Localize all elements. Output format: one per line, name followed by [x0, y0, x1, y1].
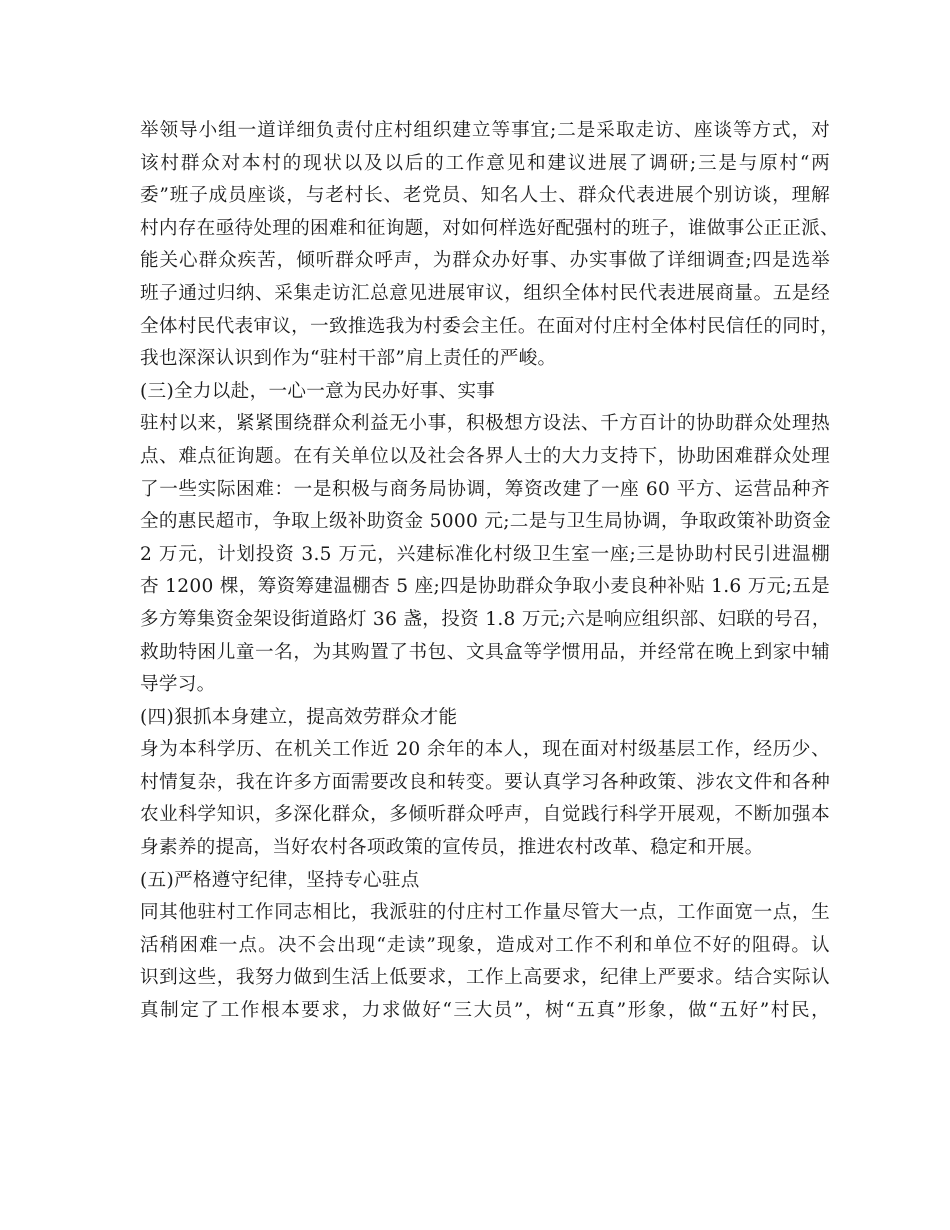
text-line: 身素养的提高，当好农村各项政策的宣传员，推进农村改革、稳定和开展。 [140, 837, 764, 859]
text-line: 救助特困儿童一名，为其购置了书包、文具盒等学惯用品，并经常在晚上到家中辅 [140, 641, 830, 663]
text-line: 委”班子成员座谈，与老村长、老党员、知名人士、群众代表进展个别访谈，理解 [140, 185, 830, 207]
text-line: 2 万元，计划投资 3.5 万元，兴建标准化村级卫生室一座;三是协助村民引进温棚 [140, 543, 830, 565]
text-line: 同其他驻村工作同志相比，我派驻的付庄村工作量尽管大一点，工作面宽一点，生 [140, 902, 830, 924]
text-line: 我也深深认识到作为“驻村干部”肩上责任的严峻。 [140, 348, 557, 370]
section-heading: (五)严格遵守纪律，坚持专心驻点 [140, 869, 420, 891]
text-line: 身为本科学历、在机关工作近 20 余年的本人，现在面对村级基层工作，经历少、 [140, 739, 830, 761]
text-line: 识到这些，我努力做到生活上低要求，工作上高要求，纪律上严要求。结合实际认 [140, 967, 830, 989]
text-line: 能关心群众疾苦，倾听群众呼声，为群众办好事、办实事做了详细调查;四是选举 [140, 250, 830, 272]
text-line: 班子通过归纳、采集走访汇总意见进展审议，组织全体村民代表进展商量。五是经 [140, 282, 830, 304]
text-line: 杏 1200 棵，筹资筹建温棚杏 5 座;四是协助群众争取小麦良种补贴 1.6 万元;五是 [140, 576, 830, 598]
text-line: 驻村以来，紧紧围绕群众利益无小事，积极想方设法、千方百计的协助群众处理热 [140, 413, 830, 435]
text-line: 活稍困难一点。决不会出现“走读”现象，造成对工作不利和单位不好的阻碍。认 [140, 934, 830, 956]
document-page [140, 115, 840, 1028]
text-line: 该村群众对本村的现状以及以后的工作意见和建议进展了调研;三是与原村“两 [140, 152, 830, 174]
text-line: 举领导小组一道详细负责付庄村组织建立等事宜;二是采取走访、座谈等方式，对 [140, 120, 830, 141]
text-line: 了一些实际困难：一是积极与商务局协调，筹资改建了一座 60 平方、运营品种齐 [140, 478, 830, 500]
text-line: 导学习。 [140, 674, 216, 696]
text-line: 全体村民代表审议，一致推选我为村委会主任。在面对付庄村全体村民信任的同时， [140, 315, 840, 337]
text-line: 真制定了工作根本要求，力求做好“三大员”，树“五真”形象，做“五好”村民， [140, 1000, 830, 1022]
section-heading: (四)狠抓本身建立，提高效劳群众才能 [140, 706, 458, 728]
text-line: 村情复杂，我在许多方面需要改良和转变。要认真学习各种政策、涉农文件和各种 [140, 771, 830, 793]
text-line: 农业科学知识，多深化群众，多倾听群众呼声，自觉践行科学开展观，不断加强本 [140, 804, 830, 826]
text-line: 多方筹集资金架设街道路灯 36 盏，投资 1.8 万元;六是响应组织部、妇联的号召， [140, 608, 831, 630]
text-line: 全的惠民超市，争取上级补助资金 5000 元;二是与卫生局协调，争取政策补助资金 [140, 511, 831, 533]
text-line: 村内存在亟待处理的困难和征询题，对如何样选好配强村的班子，谁做事公正正派、 [140, 217, 840, 239]
section-heading: (三)全力以赴，一心一意为民办好事、实事 [140, 380, 496, 402]
text-line: 点、难点征询题。在有关单位以及社会各界人士的大力支持下，协助困难群众处理 [140, 445, 830, 467]
